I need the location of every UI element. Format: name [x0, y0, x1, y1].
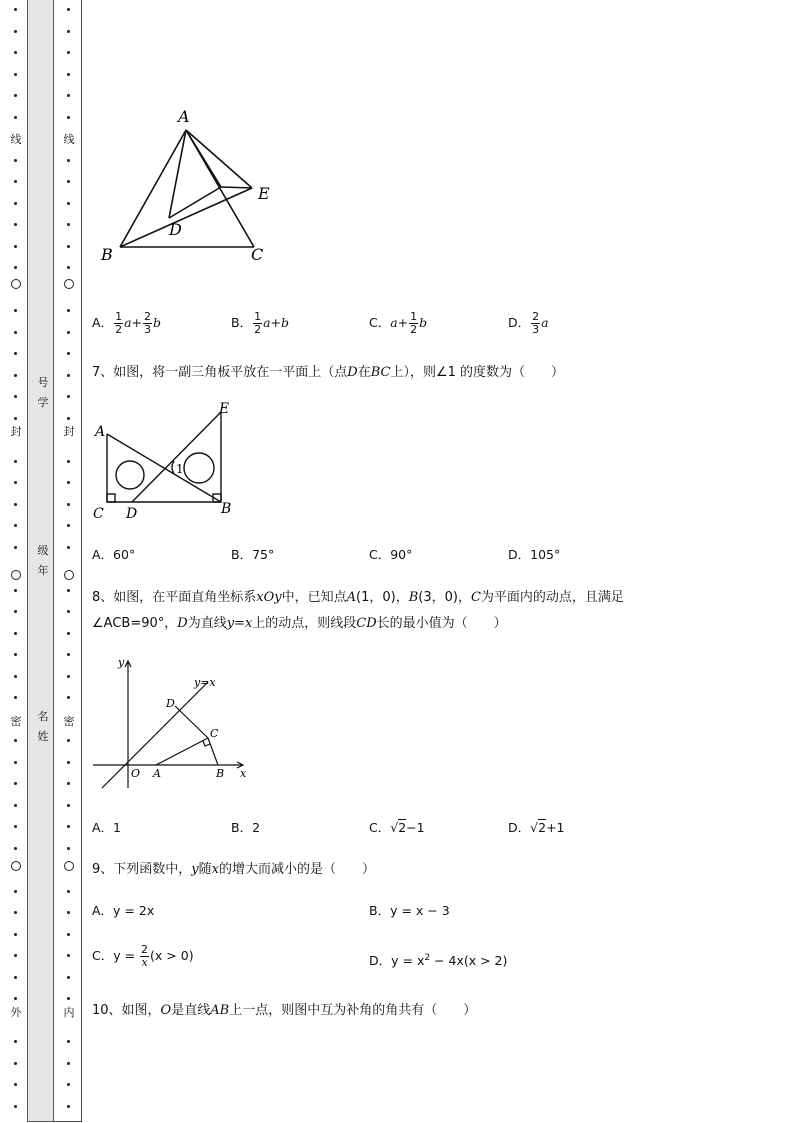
- q10-point-o: O: [160, 1003, 172, 1018]
- margin-dot: [67, 94, 70, 97]
- margin-dot: [14, 524, 17, 527]
- label-x-axis: x: [240, 767, 247, 780]
- margin-dot: [14, 94, 17, 97]
- q8-point-d: D: [177, 616, 188, 631]
- q8-coord-a: (1，0)，: [356, 590, 409, 605]
- q7-option-b[interactable]: B．75°: [231, 547, 275, 562]
- inner-dotted-line: [64, 0, 74, 1123]
- margin-dot: [14, 933, 17, 936]
- label-o: O: [131, 767, 141, 780]
- label-c: C: [251, 245, 264, 264]
- field-label-xing: 姓: [37, 730, 49, 743]
- margin-dot: [67, 159, 70, 162]
- margin-dot: [67, 632, 70, 635]
- label-angle-1: 1: [176, 462, 184, 476]
- option-term: +1: [546, 820, 565, 835]
- margin-dot: [14, 374, 17, 377]
- label-d: D: [166, 697, 175, 710]
- exponent: 2: [424, 952, 431, 963]
- option-term: a+b: [263, 315, 290, 330]
- segment-be: [120, 188, 252, 247]
- margin-dot: [14, 1083, 17, 1086]
- option-term: a+: [124, 315, 142, 330]
- fraction-numerator: 2: [141, 943, 149, 956]
- option-term: (x > 0): [150, 948, 194, 963]
- q7-text: 7、如图，将一副三角板平放在一平面上（点: [92, 365, 348, 380]
- margin-circle: [11, 861, 21, 871]
- label-a: A: [153, 767, 161, 780]
- margin-dot: [67, 374, 70, 377]
- margin-dot: [14, 653, 17, 656]
- margin-dot: [14, 1040, 17, 1043]
- q8-stem-line2: [92, 612, 507, 631]
- segment-ae: [186, 130, 252, 188]
- margin-dot: [67, 825, 70, 828]
- field-label-ming: 名: [37, 710, 49, 723]
- q8-text: 中，已知点: [281, 590, 347, 605]
- fraction-numerator: 1: [115, 310, 123, 323]
- fraction-numerator: 1: [254, 310, 262, 323]
- segment-a-e1: [186, 130, 221, 187]
- hole-right: [184, 453, 214, 483]
- q7-option-c[interactable]: C．90°: [369, 547, 413, 562]
- margin-label-wai: 外: [10, 1006, 22, 1019]
- option-term: b: [419, 315, 428, 330]
- fraction-denominator: x: [141, 956, 148, 969]
- margin-dot: [14, 309, 17, 312]
- field-label-nian: 年: [37, 564, 49, 577]
- margin-dot: [67, 503, 70, 506]
- margin-dot: [14, 503, 17, 506]
- margin-dot: [67, 954, 70, 957]
- margin-dot: [67, 202, 70, 205]
- q8-point-a: A: [346, 590, 357, 605]
- angle-1-arc: [172, 461, 174, 474]
- margin-dot: [67, 890, 70, 893]
- label-c: C: [210, 727, 219, 740]
- q8-coord-b: (3，0)，: [418, 590, 471, 605]
- margin-dot: [67, 1083, 70, 1086]
- fraction-denominator: 2: [254, 323, 262, 336]
- fraction: [531, 311, 540, 336]
- margin-dot: [14, 761, 17, 764]
- margin-dot: [67, 8, 70, 11]
- label-b: B: [221, 501, 232, 517]
- field-label-ji: 级: [37, 544, 49, 557]
- margin-dot: [67, 653, 70, 656]
- margin-dot: [14, 1062, 17, 1065]
- option-prefix: B．: [231, 315, 253, 330]
- label-y-axis: y: [118, 656, 125, 669]
- margin-dot: [14, 8, 17, 11]
- margin-dot: [67, 331, 70, 334]
- label-c: C: [93, 506, 104, 522]
- q9-var-y: y: [191, 862, 199, 877]
- option-prefix: D．: [508, 315, 531, 330]
- q10-text: 上一点，则图中互为补角的角共有（ ）: [229, 1003, 477, 1018]
- margin-label-feng-outer: 封: [10, 425, 22, 438]
- margin-dot: [67, 739, 70, 742]
- q10-line-ab: AB: [210, 1003, 230, 1018]
- margin-dot: [14, 804, 17, 807]
- q7-text: 上），则∠1 的度数为（ ）: [390, 365, 565, 380]
- margin-dot: [67, 847, 70, 850]
- margin-dot: [67, 223, 70, 226]
- margin-dot: [14, 911, 17, 914]
- q8-text: 为直线: [187, 616, 227, 631]
- margin-label-feng-inner: 封: [63, 425, 75, 438]
- margin-dot: [14, 739, 17, 742]
- margin-dot: [67, 1062, 70, 1065]
- figure-q8-coordinate-plane: [90, 650, 255, 790]
- margin-dot: [14, 395, 17, 398]
- label-a: A: [178, 107, 190, 126]
- option-term: a: [541, 315, 549, 330]
- margin-dot: [67, 696, 70, 699]
- q8-text: 上的动点，则线段: [252, 616, 357, 631]
- q6-option-c[interactable]: [369, 311, 427, 336]
- fraction-numerator: 2: [144, 310, 151, 323]
- margin-dot: [67, 460, 70, 463]
- margin-circle: [64, 279, 74, 289]
- fraction-denominator: 3: [532, 323, 540, 336]
- label-b: B: [101, 245, 113, 264]
- margin-dot: [67, 116, 70, 119]
- margin-dot: [67, 546, 70, 549]
- segment-ab: [107, 434, 221, 502]
- margin-dot: [67, 804, 70, 807]
- q9-option-d[interactable]: [369, 951, 507, 969]
- margin-circle: [11, 570, 21, 580]
- q7-stem: [92, 361, 564, 380]
- margin-dot: [67, 352, 70, 355]
- margin-dot: [67, 266, 70, 269]
- q7-text: 在: [357, 365, 371, 380]
- fraction: [409, 311, 418, 336]
- margin-dot: [14, 782, 17, 785]
- margin-dot: [14, 266, 17, 269]
- fraction: [140, 944, 149, 969]
- label-d: D: [169, 220, 182, 239]
- q9-text: 9、下列函数中，: [92, 862, 192, 877]
- option-term: −1: [406, 820, 425, 835]
- margin-dot: [67, 675, 70, 678]
- q8-text: 长的最小值为（ ）: [376, 616, 507, 631]
- label-b: B: [216, 767, 225, 780]
- q8-xoy: xOy: [256, 590, 282, 605]
- q8-text: ∠ACB=90°，: [92, 616, 178, 631]
- margin-dot: [67, 976, 70, 979]
- margin-dot: [14, 696, 17, 699]
- right-angle-mark-c: [107, 494, 115, 502]
- margin-dot: [14, 202, 17, 205]
- margin-dot: [14, 180, 17, 183]
- field-label-hao: 号: [37, 376, 49, 389]
- margin-dot: [14, 997, 17, 1000]
- margin-dot: [67, 782, 70, 785]
- fraction-denominator: 2: [410, 323, 418, 336]
- margin-dot: [67, 51, 70, 54]
- binding-gray-strip: [27, 0, 54, 1122]
- q9-option-a[interactable]: A．y = 2x: [92, 903, 155, 918]
- segment-ac: [156, 738, 208, 765]
- figure-q6-triangles: [95, 100, 295, 270]
- outer-dotted-line: [11, 0, 21, 1123]
- q9-option-b[interactable]: B．y = x − 3: [369, 903, 450, 918]
- margin-dot: [67, 245, 70, 248]
- margin-dot: [14, 610, 17, 613]
- q7-option-d[interactable]: D．105°: [508, 547, 561, 562]
- radicand: 2: [398, 820, 407, 835]
- margin-dot: [67, 933, 70, 936]
- margin-dot: [14, 352, 17, 355]
- margin-dot: [14, 675, 17, 678]
- option-prefix: A．: [92, 315, 114, 330]
- margin-dot: [67, 610, 70, 613]
- margin-dot: [14, 223, 17, 226]
- margin-dot: [14, 30, 17, 33]
- margin-label-mi-outer: 密: [10, 715, 22, 728]
- margin-label-mi-inner: 密: [63, 715, 75, 728]
- margin-dot: [14, 1105, 17, 1108]
- margin-label-xian-inner: 线: [63, 133, 75, 146]
- q9-text: 的增大而减小的是（ ）: [219, 862, 376, 877]
- fraction: [253, 311, 262, 336]
- margin-label-xian-outer: 线: [10, 133, 22, 146]
- q7-option-a[interactable]: A．60°: [92, 547, 136, 562]
- margin-dot: [67, 180, 70, 183]
- q10-text: 是直线: [171, 1003, 211, 1018]
- option-term: a+: [390, 315, 409, 330]
- margin-dot: [14, 331, 17, 334]
- q8-option-c[interactable]: [369, 818, 425, 836]
- q8-segment-cd: CD: [356, 616, 377, 631]
- label-a: A: [95, 424, 106, 440]
- option-prefix: C．y =: [92, 948, 140, 963]
- q10-stem: [92, 999, 476, 1018]
- margin-dot: [14, 159, 17, 162]
- option-prefix: C．: [369, 820, 391, 835]
- margin-dot: [14, 632, 17, 635]
- margin-circle: [64, 861, 74, 871]
- margin-dot: [14, 546, 17, 549]
- margin-dot: [14, 51, 17, 54]
- fraction-denominator: 2: [115, 323, 123, 336]
- label-d: D: [126, 506, 138, 522]
- margin-dot: [14, 245, 17, 248]
- margin-label-nei: 内: [63, 1006, 75, 1019]
- q9-option-c[interactable]: [92, 944, 194, 969]
- sqrt-symbol: √: [390, 820, 399, 835]
- margin-dot: [67, 589, 70, 592]
- sqrt-symbol: √: [530, 820, 539, 835]
- segment-e-top: [221, 187, 252, 188]
- field-label-xue: 学: [37, 396, 49, 409]
- margin-dot: [14, 976, 17, 979]
- q8-text: 8、如图，在平面直角坐标系: [92, 590, 257, 605]
- q7-point-d: D: [347, 365, 358, 380]
- margin-dot: [14, 481, 17, 484]
- radicand: 2: [538, 820, 547, 835]
- q6-option-d[interactable]: [508, 311, 549, 336]
- q6-option-a[interactable]: [92, 311, 161, 336]
- margin-dot: [67, 481, 70, 484]
- margin-circle: [64, 570, 74, 580]
- q8-option-d[interactable]: [508, 818, 565, 836]
- option-term: − 4x(x > 2): [430, 953, 508, 968]
- option-term: b: [153, 315, 162, 330]
- fraction: [114, 311, 123, 336]
- fraction-denominator: 3: [144, 323, 151, 336]
- fraction: [143, 311, 152, 336]
- margin-dot: [14, 460, 17, 463]
- q7-segment-bc: BC: [370, 365, 391, 380]
- margin-dot: [14, 847, 17, 850]
- q8-text: 为平面内的动点，且满足: [480, 590, 624, 605]
- q8-point-b: B: [408, 590, 419, 605]
- option-prefix: C．: [369, 315, 391, 330]
- binding-margin: [0, 0, 82, 1123]
- label-e: E: [258, 184, 270, 203]
- q9-var-x: x: [211, 862, 219, 877]
- margin-dot: [14, 73, 17, 76]
- margin-dot: [67, 395, 70, 398]
- margin-dot: [14, 954, 17, 957]
- margin-circle: [11, 279, 21, 289]
- segment-ad: [169, 130, 186, 218]
- margin-dot: [14, 116, 17, 119]
- label-e: E: [219, 401, 230, 417]
- margin-dot: [14, 417, 17, 420]
- margin-dot: [14, 890, 17, 893]
- q8-option-a[interactable]: A．1: [92, 820, 122, 835]
- margin-dot: [67, 1105, 70, 1108]
- hole-left: [116, 461, 144, 489]
- fraction-numerator: 2: [532, 310, 540, 323]
- margin-dot: [14, 825, 17, 828]
- q8-line-yx: y=x: [226, 616, 253, 631]
- margin-dot: [67, 73, 70, 76]
- margin-dot: [67, 997, 70, 1000]
- margin-dot: [67, 417, 70, 420]
- q8-option-b[interactable]: B．2: [231, 820, 261, 835]
- margin-dot: [67, 309, 70, 312]
- margin-dot: [67, 911, 70, 914]
- figure-q7-set-squares: [88, 395, 248, 525]
- q9-stem: [92, 858, 375, 877]
- q10-text: 10、如图，: [92, 1003, 161, 1018]
- label-line-yx: y=x: [194, 676, 216, 689]
- segment-cb: [208, 738, 218, 765]
- q6-option-b[interactable]: [231, 311, 289, 336]
- margin-dot: [67, 524, 70, 527]
- q8-stem-line1: [92, 586, 624, 605]
- option-prefix: D．: [508, 820, 531, 835]
- q8-point-c: C: [470, 590, 481, 605]
- margin-dot: [67, 761, 70, 764]
- q9-text: 随: [198, 862, 212, 877]
- fraction-numerator: 1: [410, 310, 418, 323]
- margin-dot: [67, 1040, 70, 1043]
- margin-dot: [67, 30, 70, 33]
- option-prefix: D．y = x: [369, 953, 425, 968]
- segment-dc: [175, 706, 208, 738]
- margin-dot: [14, 589, 17, 592]
